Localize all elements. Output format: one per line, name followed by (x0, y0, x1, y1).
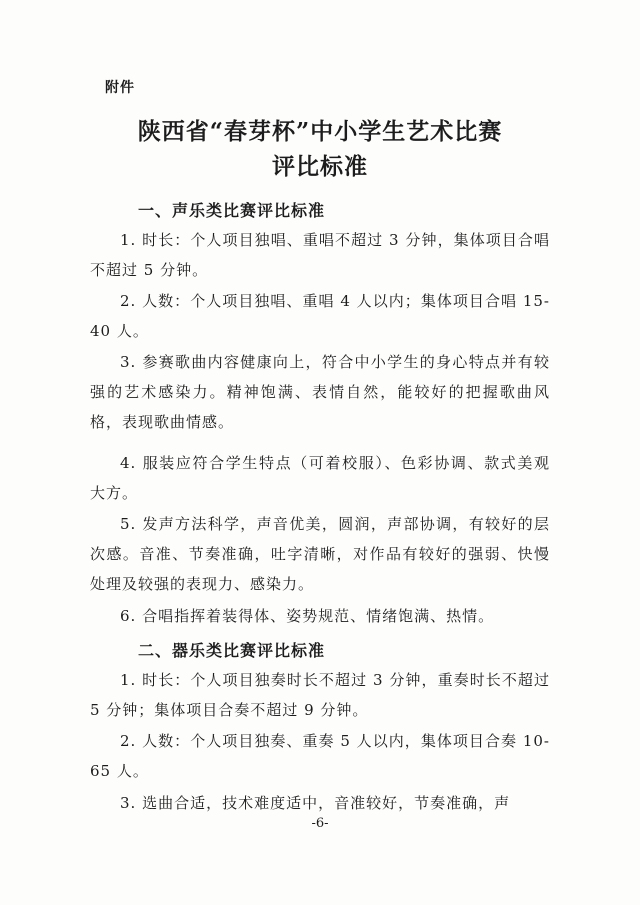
document-title: 陕西省“春芽杯”中小学生艺术比赛 (137, 118, 503, 145)
paragraph: 2. 人数：个人项目独奏、重奏 5 人以内，集体项目合奏 10-65 人。 (90, 732, 550, 780)
paragraph: 2. 人数：个人项目独唱、重唱 4 人以内；集体项目合唱 15-40 人。 (90, 292, 550, 340)
page-number: -6- (311, 816, 329, 831)
paragraph: 1. 时长：个人项目独奏时长不超过 3 分钟，重奏时长不超过 5 分钟；集体项目合奏不超过 9 分钟。 (90, 671, 550, 719)
section-heading-instrumental: 二、器乐类比赛评比标准 (138, 641, 326, 660)
paragraph: 3. 参赛歌曲内容健康向上，符合中小学生的身心特点并有较强的艺术感染力。精神饱满、表情自然，能较好的把握歌曲风格，表现歌曲情感。 (90, 353, 550, 431)
paragraph: 5. 发声方法科学，声音优美，圆润，声部协调，有较好的层次感。音准、节奏准确，吐字清晰，对作品有较好的强弱、快慢处理及较强的表现力、感染力。 (90, 515, 550, 593)
paragraph: 1. 时长：个人项目独唱、重唱不超过 3 分钟，集体项目合唱不超过 5 分钟。 (90, 231, 550, 279)
paragraph: 3. 选曲合适，技术难度适中，音准较好，节奏准确，声 (120, 794, 511, 812)
document-subtitle: 评比标准 (272, 153, 368, 180)
section-heading-vocal: 一、声乐类比赛评比标准 (138, 201, 326, 220)
attachment-label: 附件 (105, 80, 135, 96)
paragraph: 4. 服装应符合学生特点（可着校服）、色彩协调、款式美观大方。 (90, 454, 550, 502)
paragraph: 6. 合唱指挥着装得体、姿势规范、情绪饱满、热情。 (120, 607, 495, 625)
